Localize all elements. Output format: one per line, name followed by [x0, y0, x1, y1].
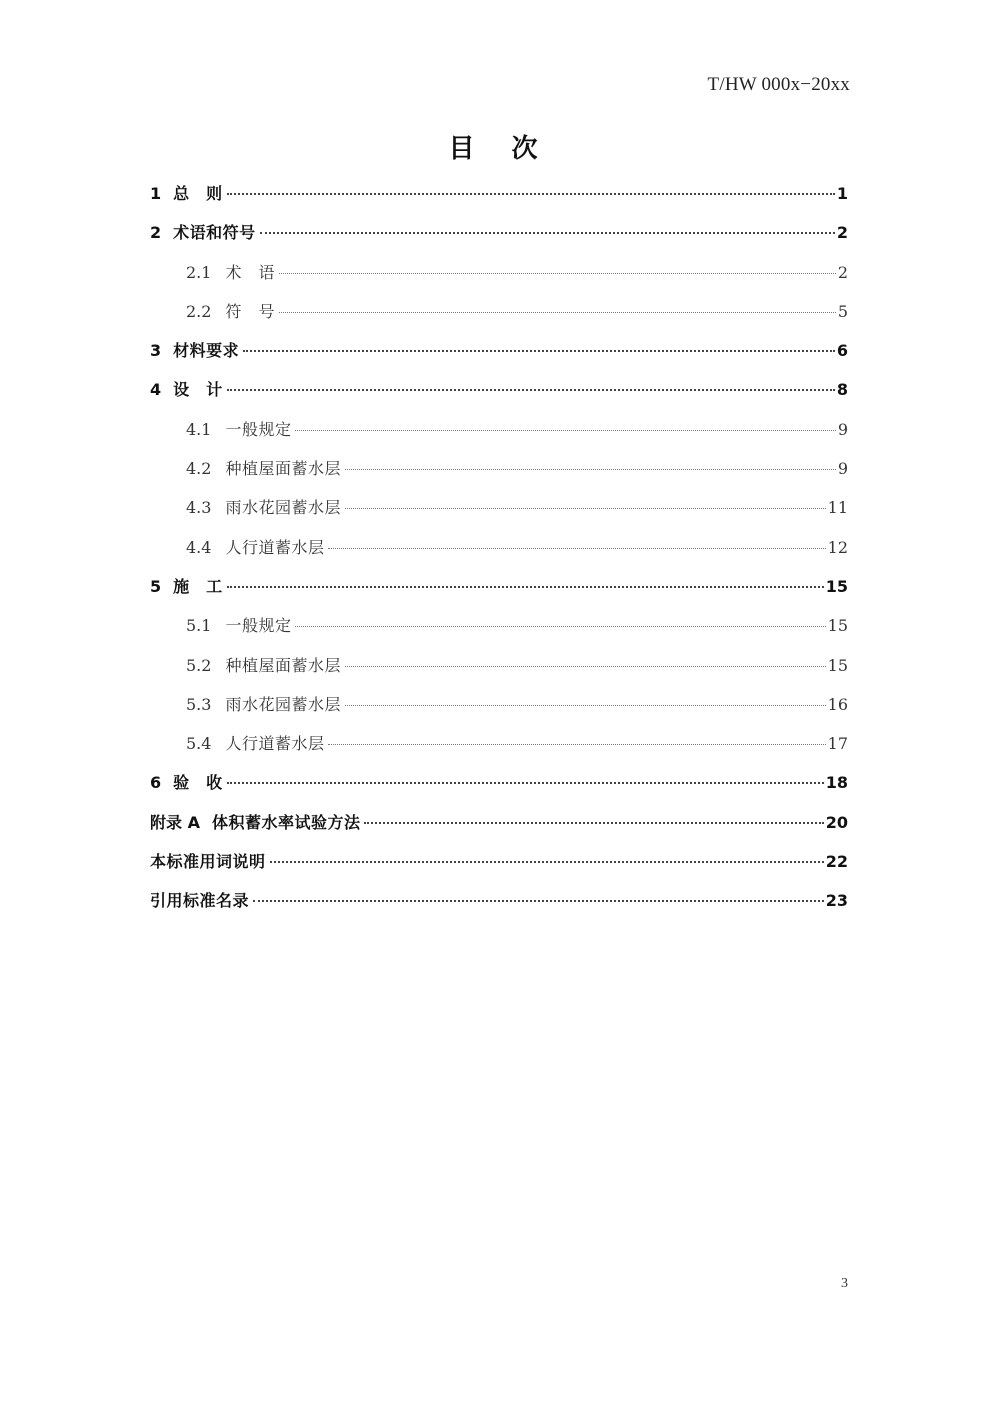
toc-entry-page: 12 — [827, 537, 848, 557]
toc-entry-page: 9 — [837, 459, 848, 479]
toc-entry[interactable] — [150, 884, 848, 923]
toc-entry-number: 4.3 — [186, 498, 212, 518]
dot-leader — [345, 469, 836, 470]
toc-entry-page: 8 — [836, 380, 848, 400]
dot-leader — [295, 430, 835, 431]
toc-entry-number: 3 — [150, 341, 162, 361]
toc-entry[interactable] — [150, 766, 848, 805]
toc-entry[interactable] — [150, 334, 848, 373]
toc-entry-number: 5.1 — [186, 616, 212, 636]
toc-entry-number: 附录 A — [150, 812, 200, 832]
toc-entry-label: 一般规定 — [225, 419, 292, 439]
toc-entry-label: 验 收 — [173, 773, 223, 793]
toc-entry-label: 雨水花园蓄水层 — [225, 498, 341, 518]
toc-entry-page: 23 — [825, 891, 848, 911]
toc-entry-label: 术 语 — [225, 262, 275, 282]
toc-entry-page: 15 — [827, 655, 848, 675]
dot-leader — [227, 389, 835, 391]
dot-leader — [227, 193, 835, 195]
dot-leader — [345, 666, 826, 667]
toc-entry-page: 9 — [837, 419, 848, 439]
toc-subentry[interactable] — [150, 452, 848, 491]
toc-entry-page: 17 — [827, 734, 848, 754]
toc-entry-number: 4.4 — [186, 537, 212, 557]
toc-entry-page: 2 — [836, 223, 848, 243]
dot-leader — [364, 822, 823, 824]
toc-entry-label: 人行道蓄水层 — [225, 537, 325, 557]
toc-entry-page: 1 — [836, 184, 848, 203]
dot-leader — [279, 312, 836, 313]
toc-subentry[interactable] — [150, 491, 848, 530]
toc-entry-page: 16 — [827, 694, 848, 714]
dot-leader — [227, 782, 824, 784]
dot-leader — [260, 232, 835, 234]
toc-subentry[interactable] — [150, 609, 848, 648]
toc-entry-number: 2.1 — [186, 262, 212, 282]
toc-entry-label: 设 计 — [173, 380, 223, 400]
toc-entry-label: 施 工 — [173, 576, 223, 596]
dot-leader — [279, 273, 836, 274]
toc-entry-page: 6 — [836, 341, 848, 361]
toc-entry-label: 种植屋面蓄水层 — [225, 655, 341, 675]
toc-entry-label: 术语和符号 — [173, 223, 256, 243]
toc-entry-label: 雨水花园蓄水层 — [225, 694, 341, 714]
table-of-contents — [150, 177, 848, 924]
toc-entry-number: 1 — [150, 184, 162, 203]
toc-entry-label: 引用标准名录 — [150, 891, 250, 911]
toc-entry-page: 15 — [825, 576, 848, 596]
dot-leader — [328, 548, 825, 549]
toc-entry-number: 6 — [150, 773, 162, 793]
dot-leader — [243, 350, 835, 352]
dot-leader — [227, 586, 824, 588]
toc-subentry[interactable] — [150, 413, 848, 452]
dot-leader — [270, 861, 824, 863]
toc-entry-number: 5.3 — [186, 694, 212, 714]
page-number: 3 — [841, 1276, 848, 1291]
toc-entry-number: 4.1 — [186, 419, 212, 439]
toc-entry-page: 11 — [827, 498, 848, 518]
toc-entry-number: 5 — [150, 576, 162, 596]
page-title: 目 次 — [448, 134, 552, 164]
toc-entry-label: 一般规定 — [225, 616, 292, 636]
document-code: T/HW 000x−20xx — [707, 74, 850, 95]
toc-entry-page: 18 — [825, 773, 848, 793]
toc-entry-number: 2 — [150, 223, 162, 243]
toc-entry[interactable] — [150, 373, 848, 412]
toc-subentry[interactable] — [150, 727, 848, 766]
dot-leader — [253, 900, 824, 902]
toc-entry-label: 符 号 — [225, 301, 275, 321]
toc-entry[interactable] — [150, 845, 848, 884]
toc-entry[interactable] — [150, 177, 848, 216]
toc-entry[interactable] — [150, 570, 848, 609]
dot-leader — [295, 626, 825, 627]
toc-entry-label: 人行道蓄水层 — [225, 734, 325, 754]
toc-subentry[interactable] — [150, 531, 848, 570]
toc-entry-number: 2.2 — [186, 301, 212, 321]
toc-entry-label: 材料要求 — [173, 341, 240, 361]
toc-entry[interactable] — [150, 216, 848, 255]
toc-entry-page: 2 — [837, 262, 848, 282]
toc-subentry[interactable] — [150, 256, 848, 295]
toc-entry-page: 15 — [827, 616, 848, 636]
toc-subentry[interactable] — [150, 649, 848, 688]
toc-entry-number: 4.2 — [186, 459, 212, 479]
toc-subentry[interactable] — [150, 688, 848, 727]
toc-entry-number: 4 — [150, 380, 162, 400]
toc-entry[interactable] — [150, 806, 848, 845]
toc-entry-page: 20 — [825, 812, 848, 832]
toc-entry-page: 5 — [837, 301, 848, 321]
dot-leader — [345, 508, 826, 509]
toc-subentry[interactable] — [150, 295, 848, 334]
toc-entry-label: 体积蓄水率试验方法 — [211, 812, 361, 832]
toc-entry-label: 种植屋面蓄水层 — [225, 459, 341, 479]
dot-leader — [345, 705, 826, 706]
toc-entry-label: 总 则 — [173, 184, 223, 203]
toc-entry-label: 本标准用词说明 — [150, 852, 266, 872]
dot-leader — [328, 744, 825, 745]
toc-entry-number: 5.2 — [186, 655, 212, 675]
toc-entry-number: 5.4 — [186, 734, 212, 754]
toc-entry-page: 22 — [825, 852, 848, 872]
